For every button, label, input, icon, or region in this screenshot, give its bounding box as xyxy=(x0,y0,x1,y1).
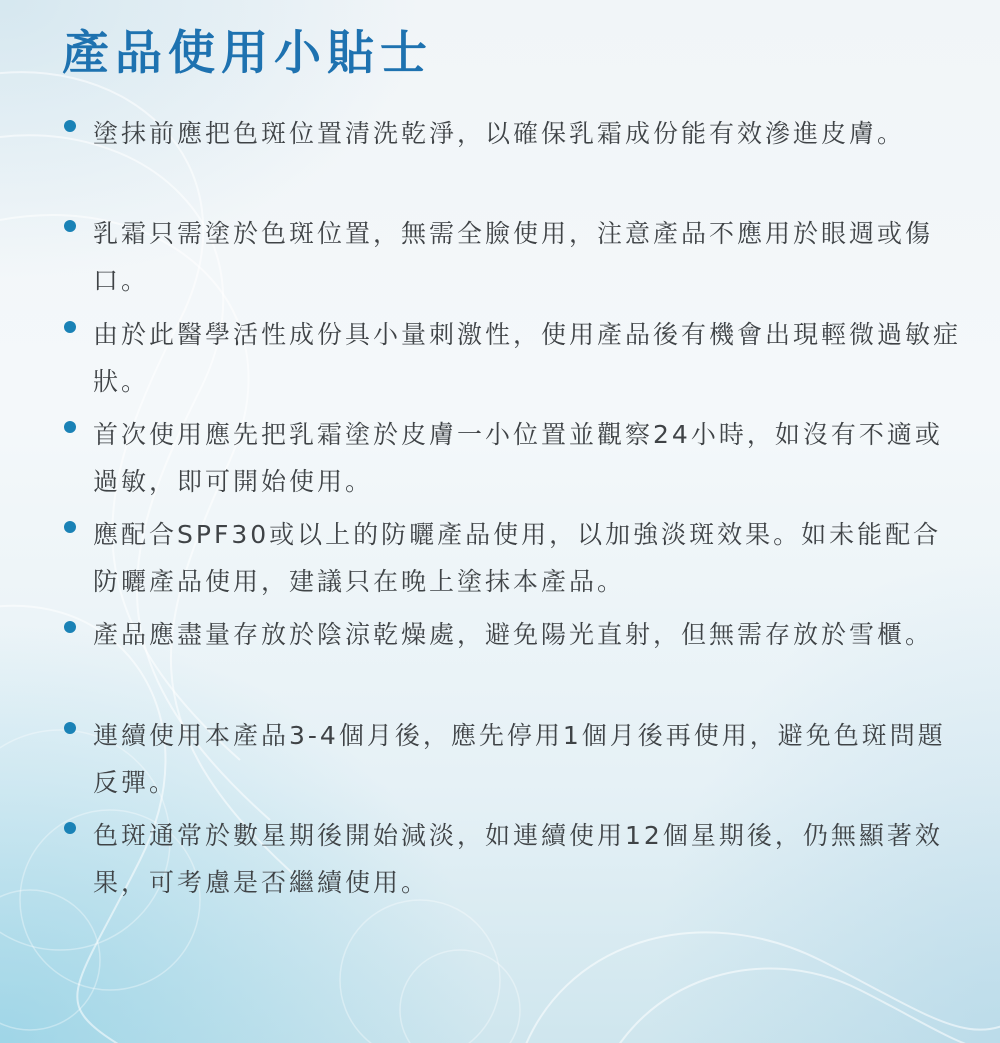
tips-list xyxy=(64,117,964,919)
tip-text: 塗抹前應把色斑位置清洗乾淨，以確保乳霜成份能有效滲進皮膚。 xyxy=(93,119,906,148)
bullet-dot-icon xyxy=(64,621,76,633)
tip-text: 首次使用應先把乳霜塗於皮膚一小位置並觀察24小時，如沒有不適或過敏，即可開始使用。 xyxy=(93,419,943,496)
tip-text: 產品應盡量存放於陰涼乾燥處，避免陽光直射，但無需存放於雪櫃。 xyxy=(93,620,934,650)
tip-text: 由於此醫學活性成份具小量刺激性，使用產品後有機會出現輕微過敏症狀。 xyxy=(93,319,962,396)
tip-text: 連續使用本產品3-4個月後，應先停用1個月後再使用，避免色斑問題反彈。 xyxy=(93,720,946,797)
tip-text: 應配合SPF30或以上的防曬產品使用，以加強淡斑效果。如未能配合防曬產品使用，建議只在晚上塗抹本產品。 xyxy=(93,520,942,597)
bullet-dot-icon xyxy=(64,521,76,533)
list-item xyxy=(64,110,964,217)
tip-text: 色斑通常於數星期後開始減淡，如連續使用12個星期後，仍無顯著效果，可考慮是否繼續使用。 xyxy=(93,821,943,898)
tip-text: 乳霜只需塗於色斑位置，無需全臉使用，注意產品不應用於眼週或傷口。 xyxy=(93,219,934,296)
list-item xyxy=(64,511,964,618)
list-item xyxy=(64,311,964,418)
list-item xyxy=(64,411,964,518)
list-item xyxy=(64,611,964,718)
bullet-dot-icon xyxy=(64,321,76,333)
page-title: 產品使用小貼士 xyxy=(62,26,433,81)
list-item xyxy=(64,210,964,317)
bullet-dot-icon xyxy=(64,421,76,433)
list-item xyxy=(64,712,964,819)
list-item xyxy=(64,812,964,919)
bullet-dot-icon xyxy=(64,220,76,232)
bullet-dot-icon xyxy=(64,722,76,734)
bullet-dot-icon xyxy=(64,822,76,834)
bullet-dot-icon xyxy=(64,120,76,132)
